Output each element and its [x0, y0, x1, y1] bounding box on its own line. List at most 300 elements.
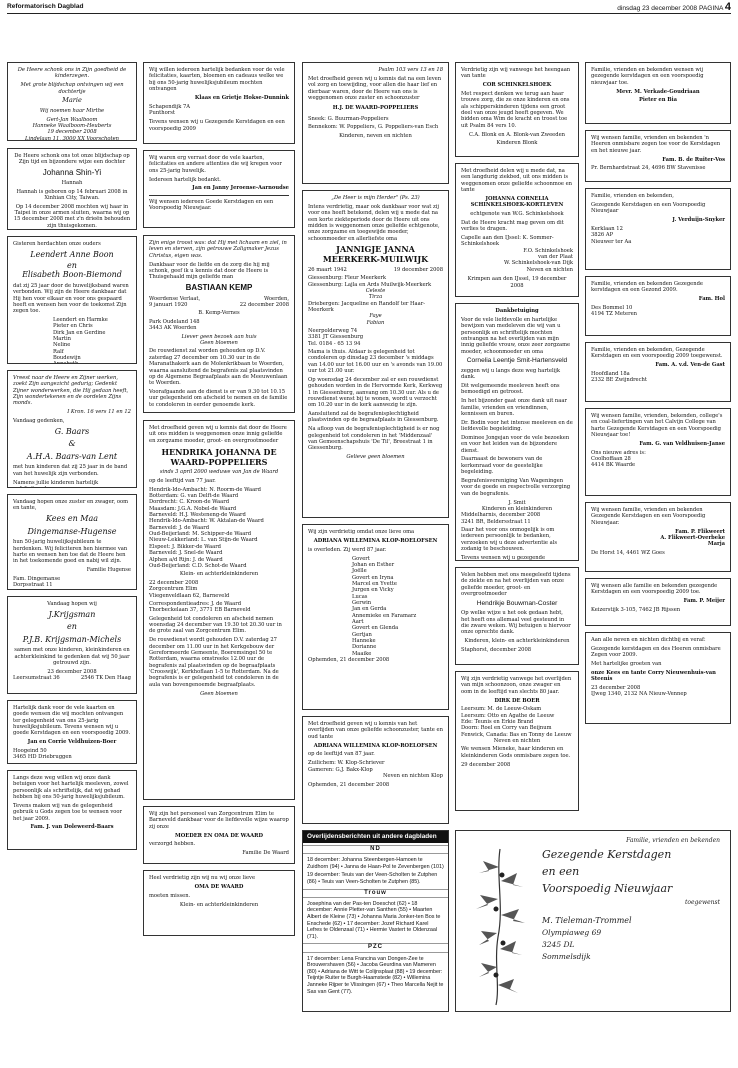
child-name: Marie [62, 96, 82, 105]
anniversary-ad-krijgsman [7, 596, 137, 694]
date-text: Staphorst, december 2008 [461, 647, 532, 653]
ad-text: Familie, vrienden en bekenden Gezegende kerstdagen en een Gezond 2009. [591, 281, 703, 294]
address-text: Olympiaweg 69 [542, 928, 602, 938]
family-name: Alphen a/d Rijn: J. de Waard [149, 556, 223, 563]
ad-text: Met droefheid delen wij u mede dat, na een langdurig ziekbed, uit ons midden is weggenomen onze geliefde schoonmoe en tante [461, 168, 572, 194]
greeting-ad-nieuwenhuis [585, 632, 731, 724]
family-name: Barneveld: J. Snel-de Waard [149, 550, 223, 557]
ad-text: Wij wensen iedereen Goede Kerstdagen en een Voorspoedig Nieuwjaar. [149, 198, 274, 212]
ad-text: dat zij 25 jaar door de huwelijksband waren verbonden. Wij zijn de Heere dankbaar dat Hij hen voor elkaar en voor ons gespaard heeft en wensen hen voor de toekomst Zijn zegen toe. [13, 282, 129, 315]
family-name: Leersum: M. de Leeuw-Oskam [461, 706, 542, 713]
bible-quote: Vreest naar de Heere en Zijner werken, zoekt Zijn aangezicht gedurig; Gedenkt Zijner wonderwerken, die Hij gedaan heeft, Zijn wondertekenen en de oordelen Zijns monds. [13, 375, 129, 407]
ad-text: en [67, 622, 77, 632]
divider [149, 195, 289, 196]
place-text: Woerden, [263, 295, 289, 302]
greeting-ad-hol [585, 276, 731, 336]
deceased-name: Hendrikje Bouwman-Coster [476, 599, 558, 607]
date-text: 22 december 2008 [149, 580, 199, 587]
ad-text: Voor de vele liefdevolle en hartelijke bewijzen van medeleven die wij van u persoonlijk en schriftelijk mochten ontvangen na het overlijden van mijn innig geliefde vrouw, onze zeer zorgzame moeder, schoonmoeder en oma [461, 316, 571, 355]
ad-text: is overleden. Zij werd 87 jaar. [308, 546, 387, 553]
family-name: Nieuw-Lekkerland: L. van Stijn-de Waard [149, 537, 258, 544]
ad-text: Mama is thuis. Aldaar is gelegenheid tot condoleren op dinsdag 23 december 's middags van 14.00 uur tot 16.00 uur en 's avonds van 19.00 uur tot 21.00 uur. [308, 349, 443, 375]
date-text: Ophemden, 21 december 2008 [308, 657, 390, 664]
parent-name: Gert-Jan Waalboom [46, 116, 98, 123]
ad-text: Vandaag gedenken, [13, 418, 65, 425]
ad-text: Met droefheid geven wij u kennis dat na een leven vol zorg en toewijding, voor allen die haar lief en dierbaar waren, door de Heere van ons is weggenomen onze zuster en schoonzuster [308, 75, 442, 101]
ad-text: Wij wensen familie, vrienden en bekenden Gezegende Kerstdagen en een Voorspoedig Nieuwjaar. [591, 507, 706, 526]
anniversary-ad-boon [7, 236, 137, 364]
ad-text: Tevens wensen wij u gezegende [461, 554, 546, 561]
family-name: Fam. Hol [698, 296, 725, 303]
deceased-name: Cornelia Leentje Smit-Hartensveld [466, 357, 568, 365]
ad-text: Hartelijk dank voor de vele kaarten en goede wensen die wij mochten ontvangen ter gelegenheid van ons 25-jarig huwelijksjubileum. Tevens wensen wij u goede Kerstdagen en een voorspoedig 2009. [13, 705, 131, 737]
obituary-klop-grandchildren [302, 524, 449, 710]
thanks-ad-smit [455, 303, 579, 561]
bible-quote: „De Heer is mijn Herder" (Ps. 23) [331, 195, 420, 201]
ad-text: Wij wensen alle familie en bekenden gezegende Kerstdagen en een voorspoedig 2009 toe. [591, 583, 718, 596]
family-name: Maaike [352, 650, 372, 657]
family-name: Dorianne [352, 644, 377, 651]
bible-reference: I Kron. 16 vers 11 en 12 [67, 409, 131, 416]
card-title: en een [542, 865, 580, 879]
page-label: PAGINA [698, 5, 724, 12]
ad-text: Hannah [61, 179, 83, 186]
birth-ad-mirthe [7, 62, 137, 141]
page-number: 4 [724, 1, 731, 13]
deceased-name: HENDRIKA JOHANNA DE WAARD-POPPELIERS [161, 446, 277, 467]
ad-text: Op 14 december 2008 mochten wij haar in Taipei in onze armen sluiten, waarna wij op 15 december 2008 met z'n drieën behouden zijn thuisgekomen. [13, 203, 131, 229]
address-text: 3826 AP [591, 232, 614, 239]
address-text: Nieuwer ter Aa [591, 238, 632, 245]
ad-text: De Heere schonk ons tot onze blijdschap op [14, 153, 130, 159]
family-name: Capelle aan den IJssel: K. Sommer-Schinkelshoek [461, 235, 554, 248]
family-name: Kinderen Blonk [496, 140, 538, 147]
parent-name: Hanneke Waalboom-Heuberts [32, 122, 112, 129]
ad-text: Wij wensen familie, vrienden en bekenden 'n Heeren onmisbare zegen toe voor de Kerstdagen en het nieuwe jaar. [591, 135, 721, 154]
family-name: Fam. J. van Doleweerd-Baars [30, 824, 114, 831]
family-name: J. Verduijn-Snyker [672, 217, 725, 224]
address-text: 4194 TZ Meteren [591, 311, 637, 318]
couple-name: Kees en Maa [45, 514, 99, 524]
address-text: 3465 HD Driebruggen [13, 754, 72, 761]
family-name: A. Flikweert-Overbeke [660, 534, 725, 541]
ad-text: Aansluitend zal de begrafenisplechtigheid plaatsvinden op de begraafplaats in Giessenburg. [308, 411, 439, 424]
address-text: Park Oudeland 148 [149, 319, 200, 326]
ad-text: Wij noemen haar Mirthe [39, 107, 105, 114]
obituary-de-boer [455, 671, 579, 811]
ad-text: op de leeftijd van 87 jaar. [308, 751, 375, 758]
family-name: Giessenburg: Lajla en Ards Muilwijk-Meerkerk [308, 281, 432, 288]
ad-text: Begrafenisvereniging Van Wageningen voor de goede en respectvolle verzorging van de begrafenis. [461, 477, 571, 497]
family-name: Govert en Glenda [352, 625, 399, 632]
greeting-ad-verduijn [585, 188, 731, 270]
address-text: Kerklaan 12 [591, 225, 623, 232]
phone-text: Tel. 0184 - 65 13 94 [308, 340, 361, 347]
bible-reference: Psalm 103 vers 13 en 18 [378, 67, 443, 73]
ad-text: Wij waren erg verrast door de vele kaarten, felicitaties en andere attenties die wij kregen voor ons 25-jarig huwelijk. [149, 155, 282, 174]
ad-text: Geen bloemen [200, 690, 238, 697]
birth-ad-johanna [7, 148, 137, 230]
family-name: Kinderen, klein- en achterkleinkinderen [464, 638, 570, 645]
obituary-kortleven [455, 163, 579, 297]
ad-text: Wij zijn het personeel van Zorgcentrum Elim te Barneveld dankbaar voor de liefdevolle wijze waarop zij onze [149, 811, 289, 830]
death-notices-other-papers [302, 830, 449, 1012]
date-text: 19 december 2008 [47, 129, 97, 136]
card-title: Gezegende Kerstdagen [542, 848, 672, 862]
ad-text: Na afloop van de begrafenisplechtigheid is er nog gelegenheid tot condoleren in het 'Middenzaal' van Gemeenschapshuis 'De Til', Breestraat 1 in Giessenburg. [308, 426, 440, 452]
date-text: 23 december 2008 [47, 668, 97, 675]
couple-name: Dingemanse-Hugense [27, 526, 117, 536]
ad-text: Dat de Heere kracht mag geven om dit verlies te dragen. [461, 219, 564, 233]
date-text: 9 januari 1920 [149, 301, 188, 308]
family-name: Aart [352, 618, 364, 625]
ad-text: samen met onze kinderen, kleinkinderen en achterkleinkind te gedenken dat wij 50 jaar getrouwd zijn. [14, 647, 130, 667]
address-text: Correspondentieadres: J. de Waard [149, 601, 242, 608]
address-text: Sommelsdijk [542, 951, 591, 961]
greeting-ad-van-veldhuisen [585, 408, 731, 496]
deceased-name: BASTIAAN KEMP [185, 283, 253, 293]
ad-text: Geen bloemen [200, 340, 238, 347]
ad-text: op de leeftijd van 77 jaar. [149, 477, 216, 484]
family-name: Zuilichem: W. Klop-Schriever [308, 760, 385, 767]
deceased-name: OMA DE WAARD [194, 883, 244, 890]
family-name: van der Plaat [538, 254, 573, 261]
ad-text: Familie, vrienden en bekenden wensen wij gezegende kerstdagen en een voorspoedig nieuwjaar toe. [591, 67, 704, 86]
family-name: Ede: Teunis en Erkie Brand [461, 719, 534, 726]
family-name: Elspeet: J. Bikker-de Waard [149, 543, 221, 550]
section-title: Overlijdensberichten uit andere dagbladen [303, 831, 448, 843]
child-name: Johanna Shin-Yi [42, 167, 102, 177]
ad-text: Daar het voor ons onmogelijk is om iedereen persoonlijk te bedanken, verzoeken wij u deze advertentie als zodanig te beschouwen. [461, 526, 558, 552]
family-name: Fam. G. van Veldhuisen-Janse [639, 440, 725, 447]
date-text: 22 december 2008 [239, 301, 289, 308]
ad-text: hun 50-jarig huwelijksjubileum te herdenken. Wij feliciteren hen hiermee van harte en wensen hen toe dat de Heere hen in het toekomende goed en nabij wil zijn. [13, 539, 128, 565]
family-name: Klein- en achterkleinkinderen [179, 571, 259, 578]
card-text: toegewenst [684, 898, 720, 906]
bible-quote: Zijn enige troost was: dat Hij met lichaam en ziel, in leven en sterven, zijn getrouwe Zaligmaker Jezus Christus, eigen was. [149, 240, 287, 259]
ad-text: Intens verdrietig, maar ook dankbaar voor wat zij voor ons heeft betekend, delen wij u mede dat na een korte ziekteperiode door de Heere uit ons midden is weggenomen onze geliefde echtgenote, onze zorgzame en toegewijde moeder, schoonmoeder en allerliefste oma [308, 203, 440, 242]
thanks-ad-hokse [143, 62, 295, 144]
christmas-card-ad [455, 830, 731, 1012]
thanks-ad-veldhuizen [7, 700, 137, 764]
greeting-ad-flikweert [585, 502, 731, 572]
ad-text: Tevens maken wij van de gelegenheid gebruik u Gods zegen toe te wensen voor het jaar 2009. [13, 802, 123, 822]
family-name: Maasdam: J.G.A. Nobel-de Waard [149, 505, 237, 512]
family-name: Fam. Dingemanse [13, 575, 61, 582]
address-text: 3381 JT Giessenburg [308, 334, 364, 341]
ad-text: Dominee Jongejan voor de vele bezoeken en voor het leiden van de bijzondere dienst. [461, 434, 570, 454]
family-name: Dordrecht: C. Kroon-de Waard [149, 499, 230, 506]
ad-text: Tevens wensen wij u Gezegende Kerstdagen en een voorspoedig 2009 [149, 119, 285, 132]
ad-text: Op woensdag 24 december zal er een rouwdienst gehouden worden in de Hervormde Kerk, Kerkweg 1 in Giessenburg, aanvang om 10.30 uur. Als u de rouwdienst wenst bij te wonen, wordt u verzocht om 10.20 uur in de kerk aanwezig te zijn. [308, 376, 443, 409]
address-text: Lindelaan 11, 3000 XX Voorschoten [25, 135, 119, 141]
deceased-name: ADRIANA WILLEMINA KLOP-ROELOFSEN [313, 742, 438, 749]
couple-name: Leendert Anne Boon [30, 249, 114, 259]
family-name: Gertjan [352, 631, 372, 638]
deceased-name: ADRIANA WILLEMINA KLOP-ROELOFSEN [313, 537, 438, 544]
greeting-ad-meijer [585, 578, 731, 626]
ad-text: De rouwdienst zal worden gehouden op D.V. zaterdag 27 december om 10.30 uur in de Maranathakerk aan de Molenkrikbaan te Woerden, waarna aansluitend de begrafenis zal plaatsvinden op de Algemene Begraafplaats aan de Meeuwenlaan te Woerden. [149, 348, 288, 387]
ad-text: Gezegende kerstdagen en des Heeren onmisbare Zegen voor 2009. [591, 645, 721, 659]
address-text: 3443 AK Woerden [149, 325, 197, 332]
ad-text: De Heere schonk ons in Zijn goedheid de kinderzegen. [17, 67, 127, 80]
family-name: F.O. Schinkelshoek [523, 247, 573, 254]
family-name: Fam. A. v.d. Ven-de Gast [655, 362, 725, 369]
ad-text: echtgenote van W.G. Schinkelshoek [470, 211, 564, 218]
family-name: Hendrik-Ido-Ambacht: W. Aktalan-de Waard [149, 518, 264, 525]
notice-row: 17 december: Lena Francina van Dongen-Zee te Brouwershaven (56) • Jacoba Geurdina van Mameren (80) • Adriana de Witt te Colijnsplaat (88) • 19 december: Teijntje Ruiter te Burgh-Haamstede (82) • Willemina Janneke Rijper te Vlissingen (67) • Theo Marcella Nejit te Sas van Gent (77). [307, 955, 444, 995]
family-name: Marja [707, 541, 725, 548]
family-name [53, 361, 131, 364]
ad-text: Aan alle neven en nichten dichtbij en veraf: [591, 637, 706, 643]
newspaper-name: Reformatorisch Dagblad [7, 3, 84, 10]
family-name: Lucas [352, 593, 368, 600]
ad-text: Zijn tijd en bijzondere wijze een dochter [18, 159, 126, 166]
family-name: Driebergen: Jacqueline en Randolf ter Haar-Meerkerk [308, 300, 425, 313]
ad-text: Met droefheid geven wij u kennis dat door de Heere uit ons midden is weggenomen onze innig geliefde en zorgzame moeder, groot- en overgrootmoeder [149, 425, 287, 444]
ad-text: Met droefheid geven wij u kennis van het overlijden van onze geliefde schoonzuster, tante en oud tante [308, 721, 443, 740]
family-name: Marcel en Yvette [352, 580, 397, 587]
address-text: 2546 TK Den Haag [80, 675, 131, 682]
address-text: Keizerstijk 3-105, 7462 JB Rijssen [591, 607, 681, 614]
couple-name: P.J.B. Krijgsman-Michels [22, 634, 122, 644]
place-text: Woerdense Verlaat, [149, 295, 201, 302]
section-nd: ND [303, 845, 448, 854]
address-text: Punthorst [149, 110, 175, 117]
family-name: Gerwin [352, 599, 372, 606]
family-name: Johan en Esther [352, 561, 395, 568]
family-name: Doorn: Roel en Corry van Beijnum [461, 725, 552, 732]
address-text: 3241 BR, Beldersstraat 11 [461, 518, 531, 525]
family-name: Hanneke [352, 638, 376, 644]
thanks-ad-jeroense [143, 150, 295, 228]
family-name: Leendert en Harmke [53, 317, 108, 324]
address-text: Hoogeind 50 [13, 748, 47, 755]
ad-text: We wensen Mieneke, haar kinderen en kleinkinderen Gods onmisbare zegen toe. [461, 746, 571, 759]
ad-text: Vandaag hopen wij [47, 601, 97, 607]
deceased-name: JOHANNA CORNELIA SCHINKELSHOEK-KORTLEVEN [470, 195, 564, 209]
ad-text: Namens jullie kinderen hartelijk [13, 479, 99, 486]
family-name: Bennekom: W. Poppeliers, G. Poppeliers-van Esch [308, 124, 439, 131]
card-title: Voorspoedig Nieuwjaar [542, 881, 673, 895]
ad-text: Wij willen iedereen hartelijk bedanken voor de vele felicitaties, kaarten, bloemen en cadeaus welke we bij ons 50-jarig huwelijksjubileum mochten ontvangen [149, 67, 285, 93]
family-name: Joëlle [352, 568, 367, 575]
family-name: Botterdam: G. van Delft-de Waard [149, 493, 239, 500]
family-name: Barneveld: H.J. Westeneng-de Waard [149, 512, 246, 519]
address-text: Leersumstraat 36 [13, 675, 60, 682]
ad-text: De rouwdienst wordt gehouden D.V. zaterdag 27 december om 11.00 uur in het Kerkgebouw der Gereformeerde Gemeente, Boeremsingel 50 te Rotterdam, waarna omstreeks 12.00 uur de begrafenis zal plaatsvinden op de begraafplaats 'Crooswijk', Kerkhoflaan 1-5 te Rotterdam. Na de begrafenis is er gelegenheid tot condoleren in de aula van bovengenoemde begraafplaats. [149, 637, 279, 688]
family-name: Jan en Janny Jeroense-Aarnoudse [192, 185, 289, 192]
family-name: Hendrik-Ido-Ambacht: N. Roorm-de Waard [149, 486, 261, 493]
section-pzc: PZC [303, 943, 448, 952]
ad-text: Gelegenheid tot condoleren en afscheid nemen woensdag 24 december van 19.30 tot 20.30 uur in de grote zaal van Zorgcentrum Elim. [149, 615, 282, 635]
address-text: Vliegenveldlaan 62, Barneveld [149, 592, 230, 599]
family-name: Pieter en Bia [638, 97, 677, 104]
notice-row: Josephina van der Pas-ten Doeschot (62) • 18 december: Annie Pletter-van Santhen (55) • Maarten Albert de Kleine (73) • Johanna Maria Jonker-ten Bos te Enschede (62) • 17 december: Jozef Richard Karel Lefres te Oldenzaal (71) • Hermie Vastert te Oldenzaal (71). [307, 900, 441, 940]
family-name: Boudewijn [53, 355, 81, 362]
ad-text: Gelieve geen bloemen [346, 454, 405, 461]
ad-text: Wij wensen familie, vrienden, bekenden, college's en coal-liefertingen van het Calvijn College van harte Gezegende Kerstdagen en een Voorspoedig Nieuwjaar toe! [591, 413, 723, 439]
ad-text: Hannah is geboren op 14 februari 2008 in Xinhian City, Taiwan. [16, 188, 128, 201]
family-name: Klaas en Grietje Hokse-Dunnink [194, 94, 289, 101]
ad-text: verzorgd hebben. [149, 841, 196, 848]
couple-name: G. Baars [54, 426, 90, 436]
couple-name: J.Krijgsman [48, 609, 96, 619]
date-text: Middelharnis, december 2008 [461, 512, 541, 519]
ad-text: Wij zijn verdrietig omdat onze lieve oma [308, 529, 415, 535]
ad-text: & [68, 439, 76, 449]
holly-branch-illustration [470, 847, 530, 1007]
anniversary-ad-baars [7, 370, 137, 488]
family-name: Giessenburg: Fleur Meerkerk [308, 275, 387, 282]
ad-text: en [67, 261, 77, 271]
address-text: Thorbeckelaan 37, 3771 EB Barneveld [149, 607, 251, 614]
family-name: Barneveld: J. de Waard [149, 524, 210, 531]
family-name: Familie De Waard [242, 850, 289, 857]
greeting-ad-vd-ven [585, 342, 731, 402]
address-text: 3245 DL [542, 939, 575, 949]
ad-text: Gisteren herdachten onze ouders [13, 241, 101, 247]
ad-text: Daarnaast de bewoners van de kerkenraad voor de geestelijke begeleiding. [461, 456, 543, 476]
family-name: Celeste [365, 287, 386, 294]
family-name: Kinderen en kleinkinderen [481, 505, 553, 512]
address-text: Schapendijk 7A [149, 103, 191, 110]
family-name: Klein- en achterkleinkinderen [179, 901, 259, 908]
greeting-ad-de-ruiter [585, 130, 731, 182]
family-name: Jan en Corrie Veldhuizen-Boer [27, 739, 117, 746]
card-text: Familie, vrienden en bekenden [626, 837, 720, 844]
family-name: Fabian [366, 319, 385, 326]
ad-title: Dankbetuiging [495, 308, 539, 314]
family-name: Dirk Jan en Gerdine [53, 329, 106, 336]
ad-text: Dr. Bodin voor het intense meeleven en de liefdevolle begeleiding. [461, 419, 573, 433]
family-name: Fam. B. de Ruiter-Vos [662, 156, 725, 163]
date-text: 26 maart 1942 [308, 266, 347, 273]
ad-text: Met grote blijdschap ontvingen wij een dochtertje [20, 82, 124, 95]
family-name: Neven en nichten Klop [382, 772, 443, 779]
family-name: Neline [53, 342, 71, 349]
greeting-ad-verkade [585, 62, 731, 124]
family-name: Mevr. M. Verkade-Goudriaan [616, 88, 700, 95]
address-text: De Horst 14, 4461 WZ Goes [591, 550, 665, 557]
couple-name: A.H.A. Baars-van Lent [26, 451, 118, 461]
ad-text: sinds 3 april 2000 weduwe van Jan de Waard [159, 469, 279, 476]
ad-text: Iedereen hartelijk bedankt. [149, 176, 221, 183]
family-name: Fam. P. Flikweert [675, 528, 725, 535]
ad-text: Heel verdrietig zijn wij nu wij onze lieve [149, 875, 256, 881]
page-date [617, 1, 731, 14]
obituary-klop-family [302, 716, 449, 824]
address-text: Dorpsstraat 11 [13, 582, 53, 589]
family-name: W. Schinkelshoek-van Dijk [504, 260, 573, 267]
ad-text: moeten missen. [149, 892, 191, 899]
family-name: Fenwick, Canada: Bas en Tonny de Leeuw [461, 731, 572, 738]
address-text: Zorgcentrum Elim [149, 586, 198, 593]
family-name: Neven en nichten [493, 738, 541, 745]
ad-text: Velen hebben met ons meegeleefd tijdens de ziekte en na het overlijden van onze geliefde moeder, groot- en overgrootmoeder [461, 572, 571, 598]
couple-name: Elisabeth Boon-Biemond [22, 270, 122, 280]
ad-text: Gezegende Kerstdagen en een Voorspoedig Nieuwjaar [591, 201, 706, 215]
ad-text: Wij zijn verdrietig vanwege het overlijden van mijn schoonzoon, onze zwager en oom in de leeftijd van slechts 80 jaar. [461, 676, 572, 695]
date-text: Krimpen aan den IJssel, 19 december 2008 [467, 276, 567, 289]
address-text [13, 589, 131, 590]
obituary-poppeliers [302, 62, 449, 184]
mourning-ad-oma [143, 870, 295, 936]
family-name: B. Kemp-Vernes [198, 310, 240, 317]
obituary-meerkerk [302, 190, 449, 518]
ad-text: In het bijzonder gaat onze dank uit naar familie, vrienden en vriendinnen, kennissen en buren. [461, 398, 567, 417]
ad-text: zeggen wij u langs deze weg hartelijk dank. [461, 367, 561, 381]
family-name: onze Kees en tante Corry Nieuwenhuis-van Steenis [591, 669, 716, 683]
deceased-name: JANNIGJE JANNA MEERKERK-MUILWIJK [322, 244, 429, 265]
family-name: Tirza [368, 294, 383, 301]
family-name: Sneek: G. Buurman-Poppeliers [308, 115, 389, 122]
family-name: Gameren: G.J. Bakx-Klop [308, 766, 373, 773]
ad-text: Met hartelijke groeten van [591, 661, 662, 668]
address-text: 2332 BE Zwijndrecht [591, 377, 647, 384]
date-text: 29 december 2008 [461, 761, 511, 768]
ad-text: Liever geen bezoek aan huis [181, 333, 257, 340]
family-name: Familie Hugense [86, 567, 131, 574]
address-text: Neerpolderweg 74 [308, 328, 358, 334]
ad-text: Voorafgaande aan de dienst is er van 9.30 tot 10.15 uur gelegenheid om afscheid te nemen en de familie te condoleren in eerder genoemde kerk. [149, 389, 288, 408]
thanks-ad-doleweerd [7, 770, 137, 850]
family-name: Annemieke en Faramarz [352, 612, 417, 619]
notice-row: 19 december: Teuis van der Veen-Scholten te Zutphen (86) • Teuis van Veen-Scholten te Zutphen (85). [307, 872, 438, 885]
anniversary-ad-dingemanse [7, 494, 137, 590]
ad-text: Vandaag hopen onze zuster en zwager, oom en tante, [13, 499, 129, 512]
family-name: Pieter en Chris [53, 323, 93, 330]
deceased-name: MOEDER EN OMA DE WAARD [175, 832, 263, 839]
section-trouw: Trouw [303, 889, 448, 898]
ad-text: met hun kinderen dat zij 25 jaar in de band van het huwelijk zijn verbonden. [13, 464, 128, 477]
deceased-name: H.J. DE WAARD-POPPELIERS [332, 105, 419, 112]
address-text: Des Bommel 10 [591, 305, 633, 312]
ad-text: Dankbaar voor de liefde en de zorg die hij mij schonk, geef ik u kennis dat door de Heere is Thuisgehaald mijn geliefde man [149, 261, 270, 281]
family-name: Oud-Beijerland: M. Schipper-de Waard [149, 531, 252, 538]
ad-text: Dit welgemeende meeleven heeft ons bemoedigd en getroost. [461, 383, 560, 396]
date-text: 23 december 2008 [591, 685, 641, 692]
family-name: Oud-Beijerland: C.D. Schot-de Waard [149, 562, 247, 569]
ad-text: Met respect denken we terug aan haar trouwe zorg, die ze onze kinderen en ons als schipperskinderen tijdens een groot deel van onze jeugd heeft gegeven. We bidden oma Wim de kracht en troost toe uit Psalm 84 vers 10. [461, 91, 570, 129]
date-text: 19 december 2008 [393, 266, 443, 273]
notice-row: 18 december: Johanna Steenbergen-Hamoen te Zuidhorn (94) • Janna de Haan-Pol te Zevenbergen (101) [307, 857, 444, 870]
ad-text: Langs deze weg willen wij onze dank betuigen voor het hartelijk meeleven, zowel persoonlijk als schriftelijk, dat wij gehad hebben bij ons 50-jarig huwelijksjubileum. [13, 775, 129, 801]
obituary-de-waard [143, 420, 295, 800]
family-name: Fam. P. Meijer [683, 598, 725, 605]
family-name: Govert [352, 555, 370, 562]
family-name: Jurgen en Vicky [352, 587, 394, 594]
family-name: Kinderen, neven en nichten [339, 133, 412, 140]
address-text: Hoofdland 18a [591, 371, 630, 378]
thanks-ad-elim [143, 806, 295, 864]
family-name: Faye [369, 313, 382, 320]
family-name: Ralf [53, 348, 64, 355]
deceased-name: DIRK DE BOER [494, 697, 540, 704]
family-name: J. Smit [508, 499, 526, 506]
address-text: 4414 BK Waarde [591, 462, 636, 469]
mourning-ad-schinkelshoek [455, 62, 579, 157]
family-name: Jan en Gerda [352, 606, 387, 613]
ad-text: Familie, vrienden en bekenden, Gezegende Kerstdagen en een voorspoedig 2009 toegewenst. [591, 347, 723, 360]
date-text: Ophemden, 21 december 2008 [308, 782, 390, 789]
family-name: Leersum: Otto en Agathe de Leeuw [461, 712, 555, 719]
address-text: Pr. Bernhardstraat 24, 4696 BW Stavenisse [591, 165, 706, 172]
date-text: dinsdag 23 december 2008 [617, 5, 698, 12]
page-header [7, 0, 731, 14]
family-name: Martin [53, 336, 71, 343]
ad-text: Op welke wijze u het ook gedaan hebt, het heeft ons allemaal veel gesteund in die zware weken. Wij betuigen u hiervoor onze oprechte dank. [461, 610, 571, 636]
